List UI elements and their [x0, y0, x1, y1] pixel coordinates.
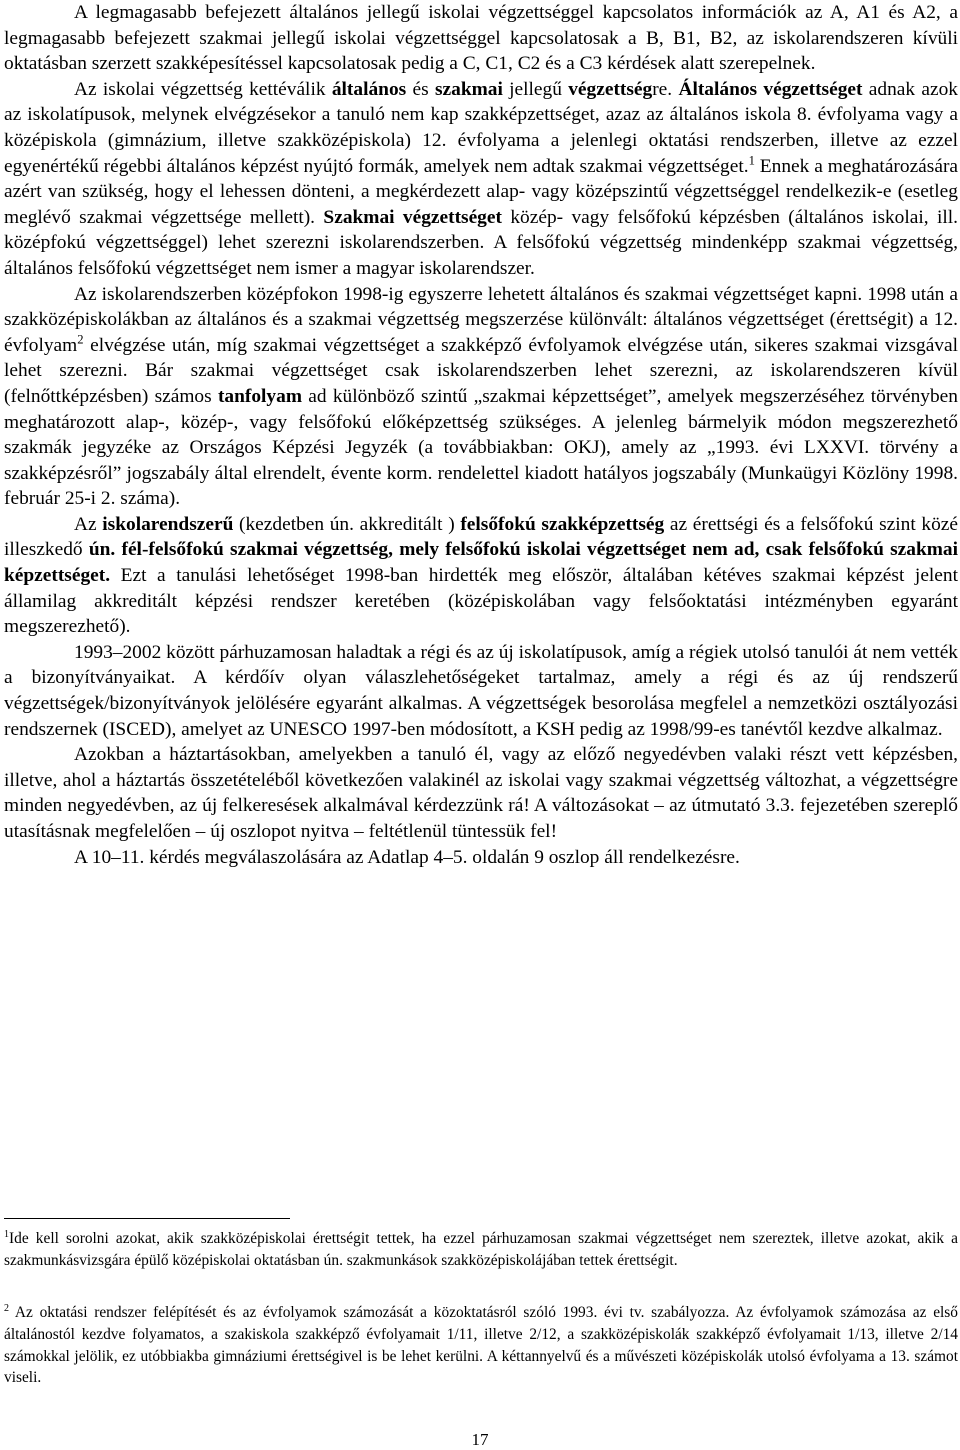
- text-run: Azokban a háztartásokban, amelyekben a tanuló él, vagy az előző negyedévben valaki részt vett képzésben, illetve, ahol a háztartás összetételéből következően valakinél az iskolai vagy szakmai végzettség változhat, a végzettségre minden negyedévben, az új felkeresések alkalmával kérdezzünk rá! A változásokat – az útmutató 3.3. fejezetében szereplő utasításnak megfelelően – új oszlopot nyitva – feltétlenül tüntessük fel!: [4, 744, 958, 842]
- bold-text: Szakmai végzettséget: [323, 206, 502, 228]
- text-run: adnak azok az iskolatípusok, melynek elvégzésekor a tanuló nem kap szakképzettséget, azaz az általános iskola 8. évfolyama vagy a középiskola (gimnázium, illetve szakközépiskola) 12. évfolyama a jelenlegi oktatási rendszerben, illetve az ezzel egyenértékű régebbi általános képzést nyújtó formák, amelyek nem adtak szakmai végzettséget.: [4, 78, 958, 177]
- text-run: az érettségi és a felsőfokú szint közé illeszkedő: [4, 513, 958, 561]
- footnote-1: [4, 1228, 958, 1272]
- text-run: ad különböző szintű „szakmai képzettséget”, amelyek megszerzéséhez törvényben meghatározott alap-, közép-, vagy felsőfokú előképzettség szükséges. A jelenleg bármelyik módon megszerezhető szakmák jegyzéke az Országos Képzési Jegyzék (a továbbiakban: OKJ), amely az „1993. évi LXXVI. törvény a szakképzésről” jogszabály által elrendelt, évente korm. rendelettel kiadott hatályos jogszabály (Munkaügyi Közlöny 1998. február 25-i 2. száma).: [4, 385, 958, 510]
- footnote-1-text: Ide kell sorolni azokat, akik szakközépiskolai érettségit tettek, ha ezzel párhuzamosan szakmai végzettséget nem szereztek, illetve azokat, akik a szakmunkásvizsgára épülő középiskolai oktatásban ún. szakmunkások szakközépiskolájában tettek érettségit.: [4, 1230, 958, 1269]
- text-run: re.: [652, 78, 679, 100]
- bold-text: Általános végzettséget: [678, 78, 863, 100]
- bold-text: általános: [331, 78, 407, 100]
- text-run: Ennek a meghatározására azért van szükség, hogy el lehessen dönteni, a megkérdezett alap- vagy középszintű végzettséggel rendelkezik-e (esetleg meglévő szakmai végzettsége mellett).: [4, 155, 959, 228]
- bold-text: végzettség: [568, 78, 653, 100]
- footnote-reference: 1: [748, 153, 755, 168]
- text-run: elvégzése után, míg szakmai végzettséget a szakképző évfolyamok elvégzése után, sikeres szakmai vizsgával lehet szerezni. Bár szakmai végzettséget csak iskolarendszerben lehet szerezni, az iskolarendszeren kívül (felnőttképzésben) számos: [4, 334, 958, 407]
- paragraph: [4, 77, 958, 282]
- text-run: Az: [74, 513, 103, 535]
- text-run: A legmagasabb befejezett általános jellegű iskolai végzettséggel kapcsolatos információk az A, A1 és A2, a legmagasabb befejezett szakmai jellegű iskolai végzettséggel kapcsolatosak a B, B1, B2, az iskolarendszeren kívüli oktatásban szerzett szakképesítéssel kapcsolatosak pedig a C, C1, C2 és a C3 kérdések alatt szerepelnek.: [4, 2, 958, 75]
- paragraph: [4, 0, 958, 77]
- bold-text: ún. fél-felsőfokú szakmai végzettség, mely felsőfokú iskolai végzettséget nem ad, csak felsőfokú szakmai képzettséget.: [4, 539, 958, 587]
- paragraph: [4, 282, 958, 512]
- text-run: (kezdetben ún. akkreditált ): [233, 513, 461, 535]
- text-run: jellegű: [502, 78, 569, 100]
- paragraph: [4, 640, 958, 742]
- bold-text: iskolarendszerű: [102, 513, 234, 535]
- bold-text: tanfolyam: [217, 385, 302, 407]
- text-run: Az iskolai végzettség kettéválik: [74, 78, 332, 100]
- document-body: [4, 0, 958, 870]
- footnote-2-mark: 2: [4, 1302, 9, 1314]
- text-run: Az iskolarendszerben középfokon 1998-ig egyszerre lehetett általános és szakmai végzettséget kapni. 1998 után a szakközépiskolákban az általános és a szakmai végzettség megszerzése különvált: általános végzettséget (érettségit) a 12. évfolyam: [4, 283, 958, 356]
- paragraph: [4, 742, 958, 844]
- text-run: Ezt a tanulási lehetőséget 1998-ban hirdették meg először, általában kétéves szakmai képzést jelent államilag akkreditált képzési rendszer keretében (középiskolában vagy felsőoktatási intézményben egyaránt megszerezhető).: [4, 565, 958, 638]
- bold-text: szakmai: [434, 78, 503, 100]
- footnote-separator: [4, 1218, 290, 1219]
- bold-text: felsőfokú szakképzettség: [460, 513, 665, 535]
- text-run: és: [406, 78, 435, 100]
- text-run: 1993–2002 között párhuzamosan haladtak a régi és az új iskolatípusok, amíg a régiek utolsó tanulói át nem vették a bizonyítványaikat. A kérdőív olyan válaszlehetőségeket tartalmaz, amely a régi és az új rendszerű végzettségek/bizonyítványok jelölésére egyaránt alkalmas. A végzettségek besorolása megfelel a nemzetközi osztályozási rendszernek (ISCED), amelyet az UNESCO 1997-ben módosított, a KSH pedig az 1998/99-es tanévtől kezdve alkalmaz.: [4, 641, 958, 740]
- paragraph: [4, 512, 958, 640]
- text-run: A 10–11. kérdés megválaszolására az Adatlap 4–5. oldalán 9 oszlop áll rendelkezésre.: [74, 846, 740, 868]
- footnote-1-mark: 1: [4, 1228, 9, 1240]
- footnote-2: [4, 1302, 958, 1389]
- page-number: 17: [471, 1430, 489, 1449]
- footnote-reference: 2: [77, 332, 84, 347]
- text-run: közép- vagy felsőfokú képzésben (általános iskolai, ill. középfokú végzettséggel) lehet szerezni iskolarendszerben. A felsőfokú végzettség mindenképp szakmai végzettség, általános felsőfokú végzettséget nem ismer a magyar iskolarendszer.: [4, 206, 958, 279]
- paragraph: [4, 845, 958, 871]
- footnote-2-text: Az oktatási rendszer felépítését és az évfolyamok számozását a közoktatásról szóló 1993. évi tv. szabályozza. Az évfolyamok számozása az első általánostól kezdve folyamatos, a szakiskola szakképző évfolyamait 1/11, illetve 2/12, a szakközépiskolák szakképző évfolyamait 1/13, illetve 2/14 számokkal jelölik, ez utóbbiakba gimnáziumi érettségivel is be lehet kerülni. A kéttannyelvű és a művészeti középiskolák utolsó évfolyama a 13. számot viseli.: [4, 1304, 958, 1387]
